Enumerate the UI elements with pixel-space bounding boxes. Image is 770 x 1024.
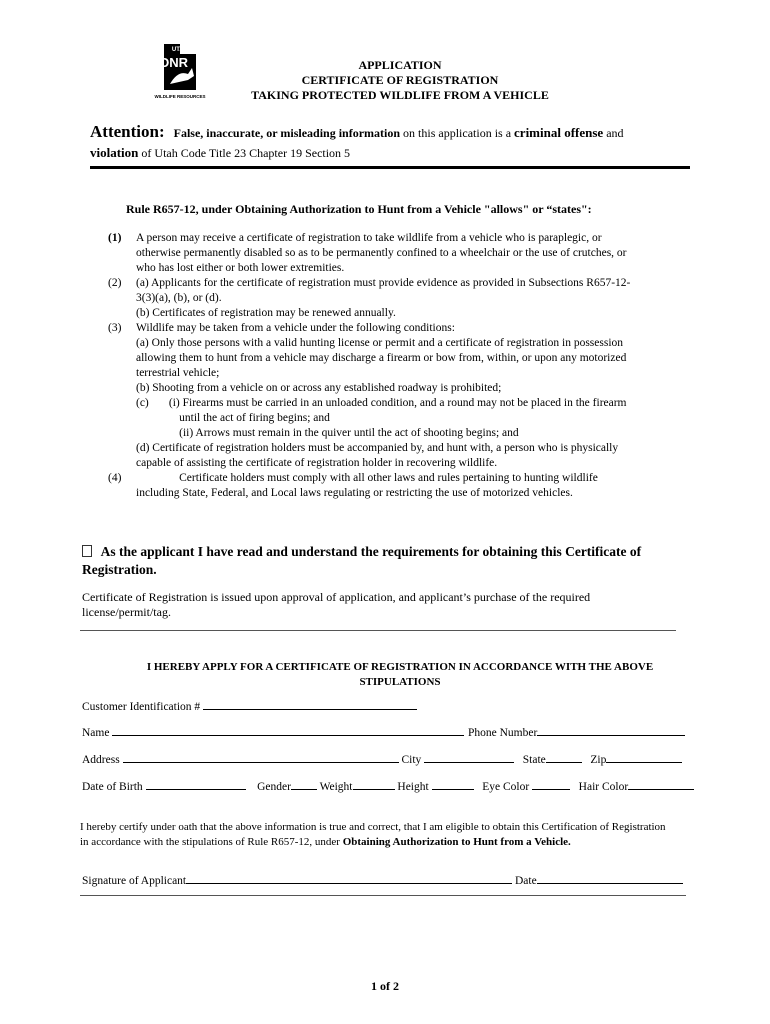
address-label: Address <box>82 754 120 766</box>
attention-notice <box>90 122 690 163</box>
rule-text-line: including State, Federal, and Local laws regulating or restricting the use of motorized vehicles. <box>136 487 573 499</box>
rule-text-line: A person may receive a certificate of registration to take wildlife from a vehicle who is paraplegic, or <box>136 232 602 244</box>
note-line-1: Certificate of Registration is issued upon approval of application, and applicant’s purchase of the required <box>82 590 591 604</box>
phone-label: Phone Number <box>468 727 538 739</box>
logo-main-text: DNR <box>159 55 189 70</box>
gender-label: Gender <box>257 781 291 793</box>
criminal-offense: criminal offense <box>514 125 604 140</box>
attention-and: and <box>603 126 624 140</box>
certify-rule-name: Obtaining Authorization to Hunt from a Vehicle. <box>342 836 571 848</box>
rule-text-line: (b) Certificates of registration may be renewed annually. <box>136 307 396 319</box>
attention-code: of Utah Code Title 23 Chapter 19 Section 5 <box>138 146 351 160</box>
rule-text-line: capable of assisting the certificate of registration holder in recovering wildlife. <box>136 457 498 469</box>
rule-number: (1) <box>108 232 122 244</box>
rule-number: (4) <box>108 472 122 484</box>
phone-row <box>468 725 685 739</box>
hair-color-label: Hair Color <box>578 781 629 793</box>
rule-text-line: Certificate holders must comply with all other laws and rules pertaining to hunting wildlife <box>136 472 598 484</box>
hair-color-field[interactable] <box>628 779 694 790</box>
acknowledge-line-1: As the applicant I have read and understand the requirements for obtaining this Certificate of <box>100 544 642 559</box>
rule-text-line: (c) (i) Firearms must be carried in an unloaded condition, and a round may not be placed in the firearm <box>136 397 627 409</box>
attention-bold: False, inaccurate, or misleading information <box>173 126 401 140</box>
eye-color-field[interactable] <box>532 779 570 790</box>
dob-field[interactable] <box>146 779 246 790</box>
rule-text-line: allowing them to hunt from a vehicle may discharge a firearm or bow from, within, or upon any motorized <box>136 352 627 364</box>
rule-text-line: (a) Only those persons with a valid hunting license or permit and a certificate of registration in possession <box>136 337 624 349</box>
customer-id-label: Customer Identification # <box>82 701 201 713</box>
certification-statement <box>80 820 700 850</box>
rule-text-line: (ii) Arrows must remain in the quiver until the act of shooting begins; and <box>136 427 519 439</box>
header-line-1: APPLICATION <box>358 58 442 72</box>
rule-title: Rule R657-12, under Obtaining Authorization to Hunt from a Vehicle "allows" or “states": <box>126 202 592 216</box>
rule-text-line: terrestrial vehicle; <box>136 367 220 379</box>
issuance-note <box>82 590 590 620</box>
logo-bottom-text: WILDLIFE RESOURCES <box>154 94 206 99</box>
dob-label: Date of Birth <box>82 781 143 793</box>
page-number: 1 of 2 <box>371 979 399 993</box>
rule-number: (3) <box>108 322 122 334</box>
signature-field[interactable] <box>186 873 512 884</box>
rule-text-line: who has lost either or both lower extremities. <box>136 262 345 274</box>
apply-line-2: STIPULATIONS <box>359 676 441 688</box>
customer-id-field[interactable] <box>203 699 417 710</box>
name-label: Name <box>82 727 110 739</box>
logo-top-text: UTAH <box>171 47 189 53</box>
state-label: State <box>522 754 546 766</box>
date-label: Date <box>515 875 537 887</box>
date-field[interactable] <box>537 873 683 884</box>
section-divider <box>90 166 690 169</box>
header-line-3: TAKING PROTECTED WILDLIFE FROM A VEHICLE <box>251 88 549 102</box>
attention-label: Attention: <box>90 122 165 141</box>
personal-details-row <box>82 779 694 793</box>
acknowledgement <box>82 543 641 579</box>
customer-id-row <box>82 699 417 713</box>
name-row <box>82 725 464 739</box>
attention-text: on this application is a <box>400 126 515 140</box>
violation-label: violation <box>90 145 139 160</box>
address-row <box>82 752 682 766</box>
zip-label: Zip <box>590 754 607 766</box>
note-line-2: license/permit/tag. <box>82 605 171 619</box>
weight-field[interactable] <box>353 779 395 790</box>
zip-field[interactable] <box>606 752 682 763</box>
rule-number: (2) <box>108 277 122 289</box>
acknowledge-line-2: Registration. <box>82 562 157 577</box>
header-line-2: CERTIFICATE OF REGISTRATION <box>301 73 499 87</box>
divider-line <box>80 630 676 631</box>
rule-text-line: (a) Applicants for the certificate of registration must provide evidence as provided in Subsections R657-12- <box>136 277 631 289</box>
gender-field[interactable] <box>291 779 317 790</box>
rule-text-line: until the act of firing begins; and <box>136 412 330 424</box>
weight-label: Weight <box>319 781 353 793</box>
city-field[interactable] <box>424 752 514 763</box>
rule-text-line: (d) Certificate of registration holders must be accompanied by, and hunt with, a person who is physically <box>136 442 619 454</box>
signature-row <box>82 873 683 887</box>
apply-line-1: I HEREBY APPLY FOR A CERTIFICATE OF REGISTRATION IN ACCORDANCE WITH THE ABOVE <box>146 661 654 673</box>
rule-text-line: otherwise permanently disabled so as to be permanently confined to a wheelchair or the use of crutches, or <box>136 247 627 259</box>
height-field[interactable] <box>432 779 474 790</box>
name-field[interactable] <box>112 725 464 736</box>
acknowledge-checkbox[interactable] <box>82 545 92 557</box>
state-field[interactable] <box>546 752 582 763</box>
signature-label: Signature of Applicant <box>82 875 187 887</box>
rule-text-line: 3(3)(a), (b), or (d). <box>136 292 222 304</box>
height-label: Height <box>397 781 429 793</box>
eye-color-label: Eye Color <box>482 781 530 793</box>
address-field[interactable] <box>123 752 399 763</box>
certify-line-2: in accordance with the stipulations of Rule R657-12, under <box>80 836 343 848</box>
phone-field[interactable] <box>537 725 685 736</box>
footer-divider <box>80 895 686 896</box>
city-label: City <box>401 754 422 766</box>
rule-text-line: Wildlife may be taken from a vehicle under the following conditions: <box>136 322 455 334</box>
apply-statement <box>100 660 700 690</box>
rule-text-line: (b) Shooting from a vehicle on or across any established roadway is prohibited; <box>136 382 502 394</box>
certify-line-1: I hereby certify under oath that the above information is true and correct, that I am eligible to obtain this Certification of Registration <box>80 821 666 833</box>
